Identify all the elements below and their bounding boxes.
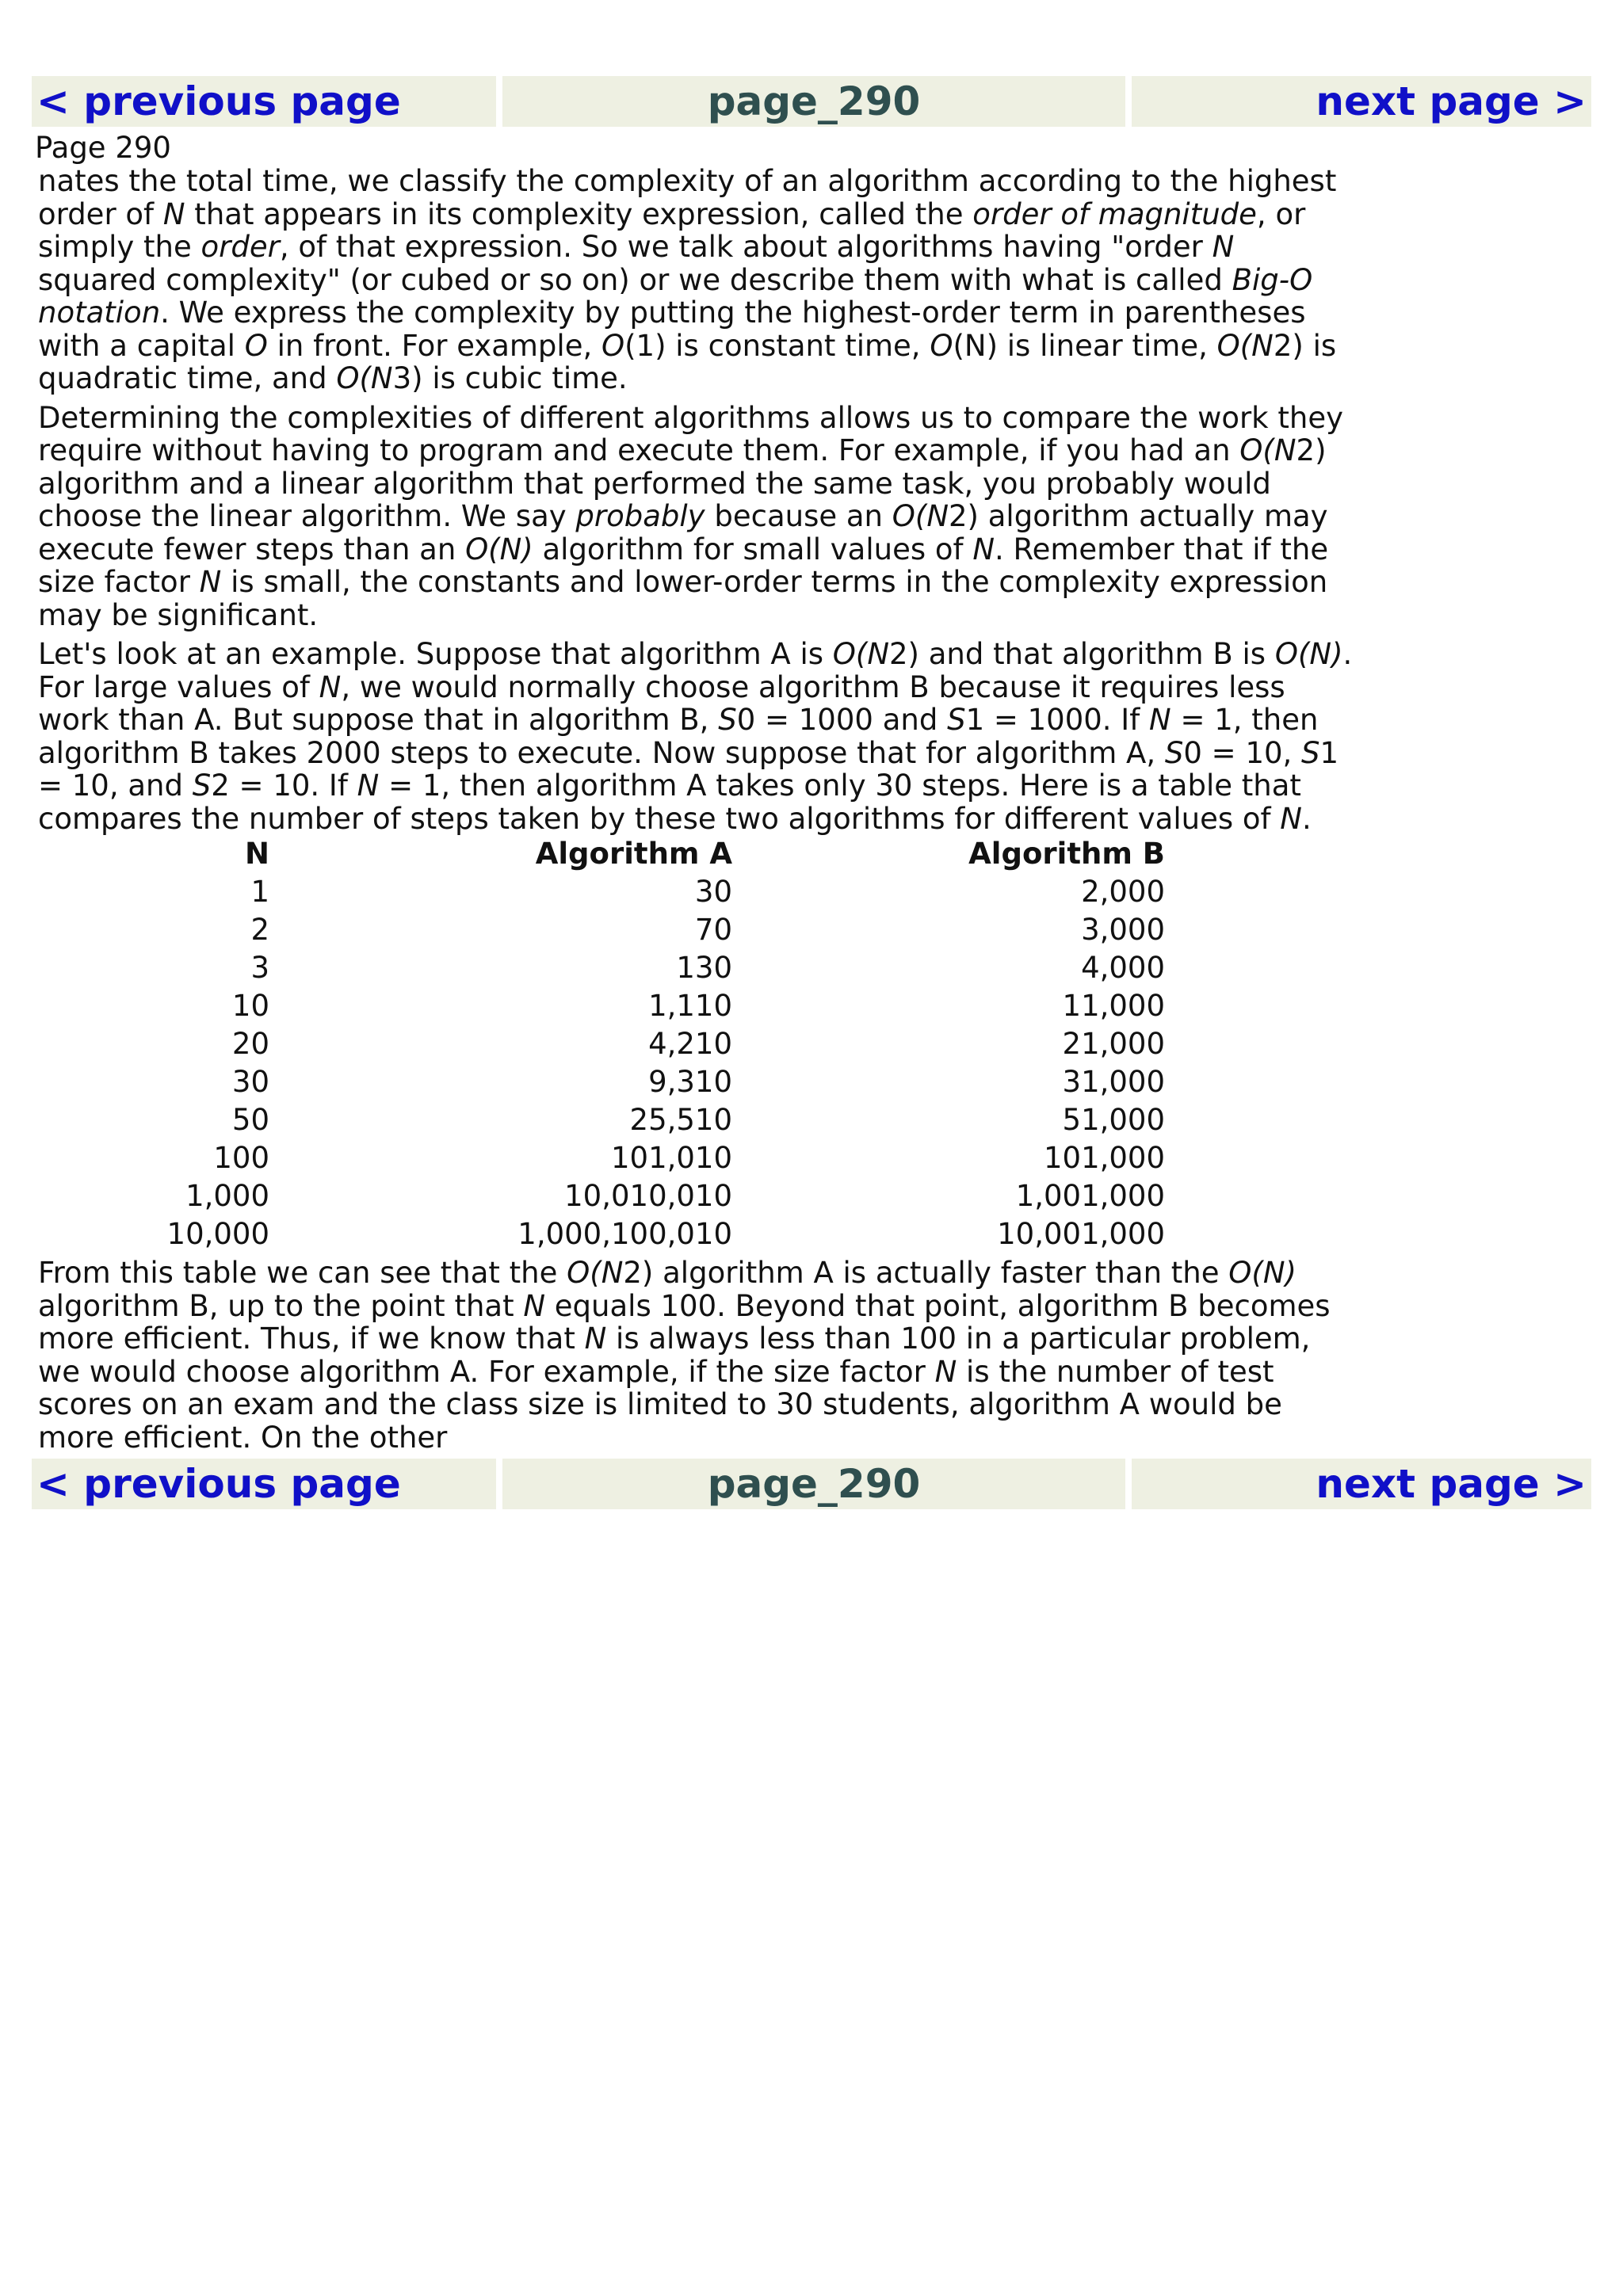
italic-span: O [244,328,268,363]
text-span: algorithm for small values of [533,532,973,566]
cell-n: 3 [250,951,269,985]
table-row [38,911,1165,949]
cell-algorithm-b: 101,000 [1043,1141,1165,1175]
text-span: , or simply the [38,196,1306,264]
cell-n: 50 [231,1103,269,1137]
text-span: in front. For example, [267,328,601,363]
text-span: 1 = 10, and [38,735,1339,803]
table-row [38,1063,1165,1101]
italic-span: S [1164,735,1184,770]
cell-n: 1,000 [185,1179,269,1213]
top-navigation [32,76,1591,127]
text-span: 0 = 10, [1183,735,1302,770]
table-header-row [38,835,1165,873]
italic-span: N [1212,230,1235,264]
text-span: . We express the complexity by putting the highest-order term in parentheses with a capital [38,296,1306,363]
italic-span: O [601,328,625,363]
cell-algorithm-a: 25,510 [629,1103,732,1137]
cell-algorithm-b: 31,000 [1062,1065,1165,1099]
table-row [38,1139,1165,1177]
cell-algorithm-a: 10,010,010 [564,1179,732,1213]
paragraph-2 [38,402,1354,632]
cell-algorithm-a: 30 [694,875,732,909]
table-row [38,1101,1165,1139]
italic-span: N [934,1354,957,1389]
cell-algorithm-a: 1,000,100,010 [517,1217,732,1251]
italic-span: O(N [1239,433,1296,467]
text-span: nates the total time, we classify the complexity of an algorithm according to the highest order of [38,164,1337,231]
italic-span: N [162,196,185,231]
cell-algorithm-b: 10,001,000 [997,1217,1165,1251]
page-text [32,165,1354,1454]
text-span: Let's look at an example. Suppose that algorithm A is [38,637,833,671]
italic-span: O(N [336,361,393,395]
cell-algorithm-b: 2,000 [1081,875,1165,909]
previous-page-link[interactable]: < previous page [32,76,496,127]
table-row [38,1215,1165,1253]
italic-span: S [192,769,212,803]
cell-n: 1 [250,875,269,909]
page-name: page_290 [502,76,1125,127]
italic-span: N [1280,801,1302,836]
italic-span: O(N [832,637,890,671]
italic-span: N [199,565,222,599]
text-span: , we would normally choose algorithm B because it requires less work than A. But suppose that in algorithm B, [38,669,1285,737]
text-span: 1 = 1000. If [965,703,1150,737]
paragraph-4 [38,1257,1354,1454]
cell-n: 100 [213,1141,269,1175]
italic-span: O(N) [1274,637,1343,671]
cell-n: 2 [250,913,269,947]
text-span: algorithm B, up to the point that [38,1288,524,1323]
italic-span: N [1149,703,1171,737]
cell-algorithm-b: 21,000 [1062,1027,1165,1061]
paragraph-3 [38,638,1354,835]
italic-span: N [972,532,995,566]
cell-algorithm-a: 1,110 [648,989,732,1023]
document-page [32,76,1591,1509]
italic-span: O(N [892,499,949,533]
italic-span: order [200,230,280,264]
header-n: N [245,837,269,871]
text-span: (N) is linear time, [953,328,1217,363]
italic-span: S [947,703,966,737]
table-row [38,873,1165,911]
cell-n: 10,000 [166,1217,269,1251]
table-row [38,987,1165,1025]
text-span: is always less than 100 in a particular problem, we would choose algorithm A. For example, if the size factor [38,1322,1311,1389]
cell-algorithm-a: 101,010 [610,1141,732,1175]
text-span: that appears in its complexity expression, called the [185,196,973,231]
next-page-link[interactable]: next page > [1132,1459,1591,1509]
text-span: From this table we can see that the [38,1256,567,1290]
text-span: 0 = 1000 and [736,703,948,737]
italic-span: N [523,1288,546,1323]
italic-span: O(N [567,1256,624,1290]
italic-span: O(N) [1228,1256,1296,1290]
text-span: Determining the complexities of different algorithms allows us to compare the work they require without having to program and execute them. For example, if you had an [38,400,1343,467]
cell-algorithm-a: 9,310 [648,1065,732,1099]
cell-algorithm-a: 4,210 [648,1027,732,1061]
text-span: . For large values of [38,637,1353,704]
cell-n: 10 [231,989,269,1023]
text-span: equals 100. Beyond that point, algorithm B becomes more efficient. Thus, if we know that [38,1288,1331,1356]
text-span: . Remember that if the size factor [38,532,1329,599]
header-algorithm-b: Algorithm B [968,837,1165,871]
cell-algorithm-a: 130 [676,951,732,985]
bottom-navigation [32,1459,1591,1509]
text-span: , of that expression. So we talk about algorithms having "order [279,230,1212,264]
italic-span: S [1301,735,1320,770]
cell-algorithm-a: 70 [694,913,732,947]
text-span: because an [705,499,892,533]
previous-page-link[interactable]: < previous page [32,1459,496,1509]
text-span: is the number of test scores on an exam and the class size is limited to 30 students, algorithm A would be more efficient. On the other [38,1354,1282,1455]
table-row [38,1177,1165,1215]
cell-n: 20 [231,1027,269,1061]
cell-algorithm-b: 11,000 [1062,989,1165,1023]
text-span: . [1301,801,1312,836]
header-algorithm-a: Algorithm A [535,837,732,871]
text-span: 2) algorithm and a linear algorithm that performed the same task, you probably would choose the linear algorithm. We say [38,433,1327,533]
italic-span: O(N [1216,328,1274,363]
text-span: = 1, then algorithm A takes only 30 steps. Here is a table that compares the number of steps taken by these two algorithms for different values of [38,769,1301,836]
italic-span: N [319,669,342,704]
italic-span: N [584,1322,607,1356]
italic-span: O [930,328,953,363]
cell-algorithm-b: 1,001,000 [1015,1179,1165,1213]
text-span: 2) is quadratic time, and [38,328,1337,395]
next-page-link[interactable]: next page > [1132,76,1591,127]
italic-span: O(N) [465,532,533,566]
cell-algorithm-b: 3,000 [1081,913,1165,947]
text-span: squared complexity" (or cubed or so on) or we describe them with what is called [38,262,1232,297]
paragraph-1 [38,165,1354,395]
italic-span: probably [575,499,705,533]
text-span: 2) algorithm A is actually faster than the [623,1256,1229,1290]
italic-span: Big-O notation [38,262,1313,330]
page-name: page_290 [502,1459,1125,1509]
table-row [38,1025,1165,1063]
text-span: (1) is constant time, [624,328,930,363]
text-span: 3) is cubic time. [392,361,628,395]
text-span: is small, the constants and lower-order terms in the complexity expression may be significant. [38,565,1328,632]
text-span: 2 = 10. If [211,769,357,803]
text-span: 2) algorithm actually may execute fewer steps than an [38,499,1328,566]
cell-algorithm-b: 4,000 [1081,951,1165,985]
italic-span: order of magnitude [972,196,1257,231]
text-span: = 1, then algorithm B takes 2000 steps to execute. Now suppose that for algorithm A, [38,703,1319,770]
text-span: 2) and that algorithm B is [889,637,1275,671]
italic-span: N [357,769,380,803]
steps-comparison-table [38,835,1165,1253]
cell-algorithm-b: 51,000 [1062,1103,1165,1137]
italic-span: S [718,703,737,737]
table-row [38,949,1165,987]
page-number-label: Page 290 [35,131,171,165]
cell-n: 30 [231,1065,269,1099]
